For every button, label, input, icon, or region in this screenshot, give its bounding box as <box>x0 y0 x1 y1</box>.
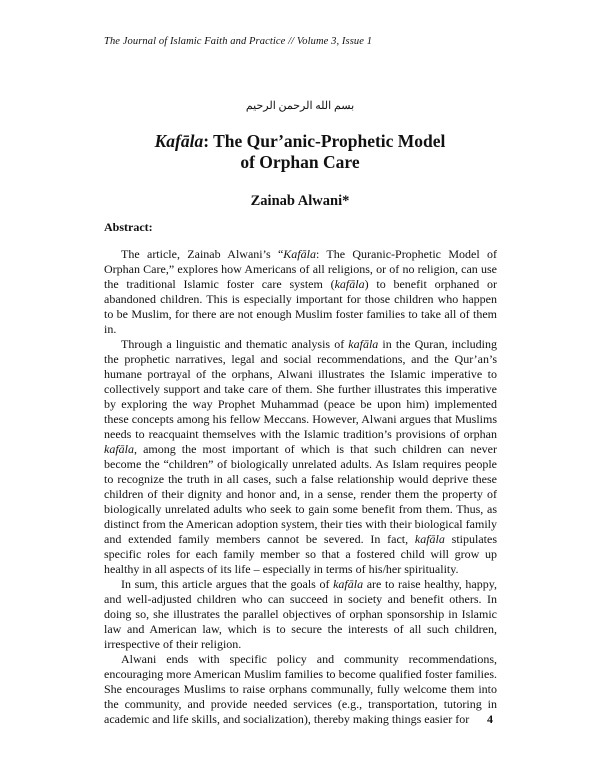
author-name: Zainab Alwani* <box>250 193 350 209</box>
text-run: are to raise healthy, happy, and well-adjusted children who can succeed in society and benefit others. In doing so, she illustrates the parallel objectives of orphan sponsorship in Islamic law and American law, which is to secure the interests of all such children, irrespective of their religion. <box>104 577 497 651</box>
title-line-1-rest: : The Qur’anic-Prophetic Model <box>203 131 446 151</box>
abstract-heading: Abstract: <box>104 220 153 234</box>
text-run: : The Quranic-Prophetic Model of Orphan Care,” explores how Americans of all religions, or of no religion, can use the traditional Islamic foster care system ( <box>104 247 497 291</box>
text-run: In sum, this article argues that the goals of <box>121 577 334 591</box>
title-line-1 <box>0 131 600 152</box>
running-head: The Journal of Islamic Faith and Practice // Volume 3, Issue 1 <box>104 36 373 47</box>
italic-term: kafāla <box>104 442 134 456</box>
text-run: in the Quran, including the prophetic narratives, legal and social recommendations, and the Qur’an’s humane portrayal of the orphans, Alwani illustrates the Islamic imperative to collectively support and take care of them. She further illustrates this imperative by exploring the way Prophet Muhammad (peace be upon him) implemented these concepts among his fellow Meccans. However, Alwani argues that Muslims needs to reacquaint themselves with the Islamic tradition’s provisions of orphan <box>104 337 497 441</box>
italic-term: kafāla <box>348 337 379 351</box>
abstract-paragraph <box>104 577 497 652</box>
page-number: 4 <box>487 712 493 726</box>
article-title <box>0 131 600 173</box>
text-run: stipulates specific roles for each family member so that a fostered child will grow up healthy in all aspects of its life – especially in terms of his/her spirituality. <box>104 532 497 576</box>
basmala: بسم الله الرحمن الرحيم <box>245 100 355 112</box>
abstract-body <box>104 247 497 727</box>
text-run: Alwani ends with specific policy and community recommendations, encouraging more American Muslim families to become qualified foster families. She encourages Muslims to raise orphans communally, fully welcome them into the community, and provide needed services (e.g., transportation, tutoring in academic and life skills, and socialization), thereby making things easier for <box>104 652 497 726</box>
text-run: The article, Zainab Alwani’s “ <box>121 247 284 261</box>
text-run: , among the most important of which is that such children can never become the “children” of biologically unrelated adults. As Islam requires people to recognize the truth in all cases, such a false relationship would deprive these children of their dignity and honor and, in a sense, render them the property of biologically unrelated adults who seek to gain some benefit from them. Thus, as distinct from the American adoption system, their ties with their biological family and extended family members cannot be severed. In fact, <box>104 442 497 546</box>
text-run: Through a linguistic and thematic analysis of <box>121 337 349 351</box>
abstract-paragraph <box>104 247 497 337</box>
abstract-paragraph <box>104 337 497 577</box>
italic-term: kafāla <box>334 277 365 291</box>
abstract-paragraph <box>104 652 497 727</box>
italic-term: Kafāla <box>283 247 316 261</box>
title-keyword: Kafāla <box>154 131 204 151</box>
italic-term: kafāla <box>333 577 364 591</box>
italic-term: kafāla <box>414 532 445 546</box>
text-run: ) to benefit orphaned or abandoned children. This is especially important for those children who happen to be Muslim, for there are not enough Muslim foster families to take all of them in. <box>104 277 497 336</box>
title-line-2: of Orphan Care <box>240 152 360 172</box>
